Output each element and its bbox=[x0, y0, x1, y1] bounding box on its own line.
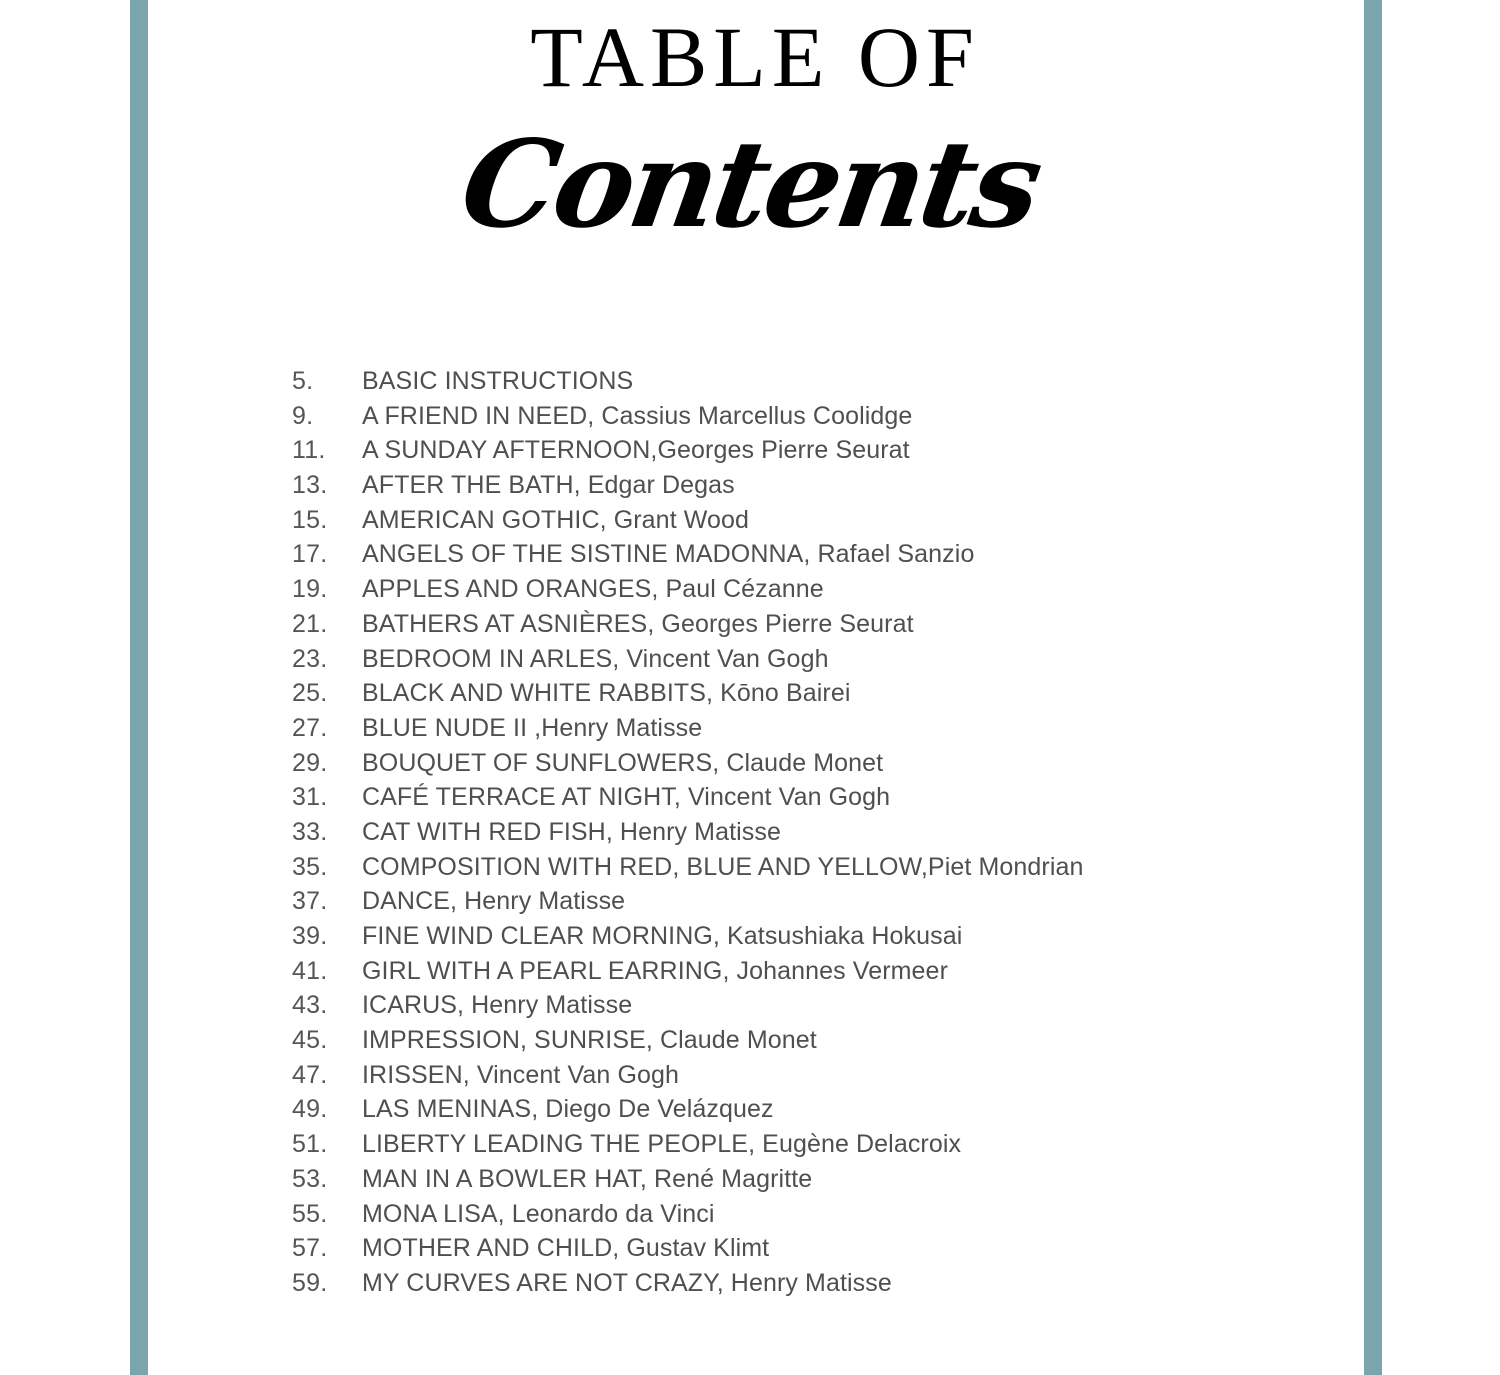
toc-row[interactable] bbox=[292, 506, 1292, 541]
toc-row[interactable] bbox=[292, 818, 1292, 853]
toc-page-number: 23. bbox=[292, 644, 328, 673]
contents-list bbox=[292, 367, 1292, 1304]
toc-entry-title: BASIC INSTRUCTIONS bbox=[362, 367, 634, 395]
toc-entry-title: AMERICAN GOTHIC, Grant Wood bbox=[362, 505, 750, 534]
toc-page-number: 47. bbox=[292, 1060, 328, 1089]
toc-entry-title: AFTER THE BATH, Edgar Degas bbox=[362, 471, 735, 500]
toc-page-number: 49. bbox=[292, 1095, 328, 1124]
toc-page-number: 35. bbox=[292, 852, 328, 881]
toc-entry-title: MOTHER AND CHILD, Gustav Klimt bbox=[362, 1234, 770, 1263]
toc-entry-title: BEDROOM IN ARLES, Vincent Van Gogh bbox=[362, 644, 829, 673]
page-title-line-2-script: Contents bbox=[452, 114, 1048, 255]
toc-page-number: 13. bbox=[292, 471, 328, 500]
toc-entry-title: FINE WIND CLEAR MORNING, Katsushiaka Hokusai bbox=[362, 922, 963, 950]
toc-entry-title: BATHERS AT ASNIÈRES, Georges Pierre Seurat bbox=[362, 609, 914, 638]
toc-page-number: 51. bbox=[292, 1130, 328, 1159]
toc-page-number: 15. bbox=[292, 505, 328, 534]
toc-entry-title: BLACK AND WHITE RABBITS, Kōno Bairei bbox=[362, 679, 851, 708]
toc-entry-title: ANGELS OF THE SISTINE MADONNA, Rafael Sanzio bbox=[362, 540, 975, 569]
toc-page-number: 27. bbox=[292, 713, 328, 742]
toc-row[interactable] bbox=[292, 575, 1292, 610]
toc-page-number: 29. bbox=[292, 748, 328, 777]
toc-entry-title: BLUE NUDE II ,Henry Matisse bbox=[362, 713, 703, 742]
toc-row[interactable] bbox=[292, 887, 1292, 922]
toc-row[interactable] bbox=[292, 540, 1292, 575]
toc-row[interactable] bbox=[292, 1026, 1292, 1061]
toc-page-number: 59. bbox=[292, 1268, 328, 1297]
toc-entry-title: BOUQUET OF SUNFLOWERS, Claude Monet bbox=[362, 748, 884, 777]
toc-page-number: 31. bbox=[292, 783, 328, 812]
toc-row[interactable] bbox=[292, 436, 1292, 471]
toc-page-number: 11. bbox=[292, 436, 326, 465]
toc-entry-title: ICARUS, Henry Matisse bbox=[362, 991, 633, 1020]
toc-page-number: 37. bbox=[292, 887, 328, 916]
toc-entry-title: APPLES AND ORANGES, Paul Cézanne bbox=[362, 575, 824, 604]
toc-entry-title: IRISSEN, Vincent Van Gogh bbox=[362, 1060, 680, 1089]
page-title bbox=[0, 0, 1500, 255]
toc-page-number: 21. bbox=[292, 609, 328, 638]
toc-entry-title: CAFÉ TERRACE AT NIGHT, Vincent Van Gogh bbox=[362, 783, 891, 812]
toc-entry-title: GIRL WITH A PEARL EARRING, Johannes Vermeer bbox=[362, 956, 948, 985]
toc-entry-title: CAT WITH RED FISH, Henry Matisse bbox=[362, 817, 781, 846]
toc-row[interactable] bbox=[292, 1234, 1292, 1269]
toc-row[interactable] bbox=[292, 1269, 1292, 1304]
toc-page-number: 19. bbox=[292, 575, 328, 604]
toc-row[interactable] bbox=[292, 1200, 1292, 1235]
toc-row[interactable] bbox=[292, 471, 1292, 506]
toc-row[interactable] bbox=[292, 957, 1292, 992]
toc-entry-title: MONA LISA, Leonardo da Vinci bbox=[362, 1199, 715, 1228]
toc-page-number: 25. bbox=[292, 679, 328, 708]
toc-row[interactable] bbox=[292, 783, 1292, 818]
toc-row[interactable] bbox=[292, 1095, 1292, 1130]
toc-row[interactable] bbox=[292, 1165, 1292, 1200]
toc-entry-title: COMPOSITION WITH RED, BLUE AND YELLOW,Piet Mondrian bbox=[362, 852, 1084, 881]
toc-page-number: 57. bbox=[292, 1234, 328, 1263]
toc-page-number: 43. bbox=[292, 991, 328, 1020]
toc-entry-title: DANCE, Henry Matisse bbox=[362, 887, 626, 916]
toc-row[interactable] bbox=[292, 991, 1292, 1026]
toc-page-number: 41. bbox=[292, 956, 328, 985]
toc-row[interactable] bbox=[292, 853, 1292, 888]
toc-page-number: 17. bbox=[292, 540, 328, 569]
toc-page-number: 55. bbox=[292, 1199, 328, 1228]
toc-row[interactable] bbox=[292, 610, 1292, 645]
toc-entry-title: A SUNDAY AFTERNOON,Georges Pierre Seurat bbox=[362, 436, 910, 465]
toc-page-number: 45. bbox=[292, 1026, 328, 1055]
page-title-line-1: TABLE OF bbox=[530, 9, 980, 105]
toc-row[interactable] bbox=[292, 922, 1292, 957]
toc-row[interactable] bbox=[292, 714, 1292, 749]
toc-page-number: 33. bbox=[292, 817, 328, 846]
toc-entry-title: MAN IN A BOWLER HAT, René Magritte bbox=[362, 1164, 813, 1193]
toc-page-number: 5. bbox=[292, 367, 314, 395]
toc-row[interactable] bbox=[292, 679, 1292, 714]
toc-row[interactable] bbox=[292, 1130, 1292, 1165]
toc-entry-title: LIBERTY LEADING THE PEOPLE, Eugène Delacroix bbox=[362, 1130, 962, 1159]
toc-page-number: 39. bbox=[292, 922, 328, 950]
toc-entry-title: A FRIEND IN NEED, Cassius Marcellus Coolidge bbox=[362, 401, 913, 430]
toc-entry-title: LAS MENINAS, Diego De Velázquez bbox=[362, 1095, 774, 1124]
toc-row[interactable] bbox=[292, 367, 1292, 402]
toc-row[interactable] bbox=[292, 749, 1292, 784]
toc-row[interactable] bbox=[292, 402, 1292, 437]
toc-entry-title: IMPRESSION, SUNRISE, Claude Monet bbox=[362, 1026, 817, 1055]
toc-row[interactable] bbox=[292, 1061, 1292, 1096]
toc-page-number: 53. bbox=[292, 1164, 328, 1193]
toc-page-number: 9. bbox=[292, 401, 314, 430]
toc-row[interactable] bbox=[292, 645, 1292, 680]
toc-entry-title: MY CURVES ARE NOT CRAZY, Henry Matisse bbox=[362, 1268, 892, 1297]
